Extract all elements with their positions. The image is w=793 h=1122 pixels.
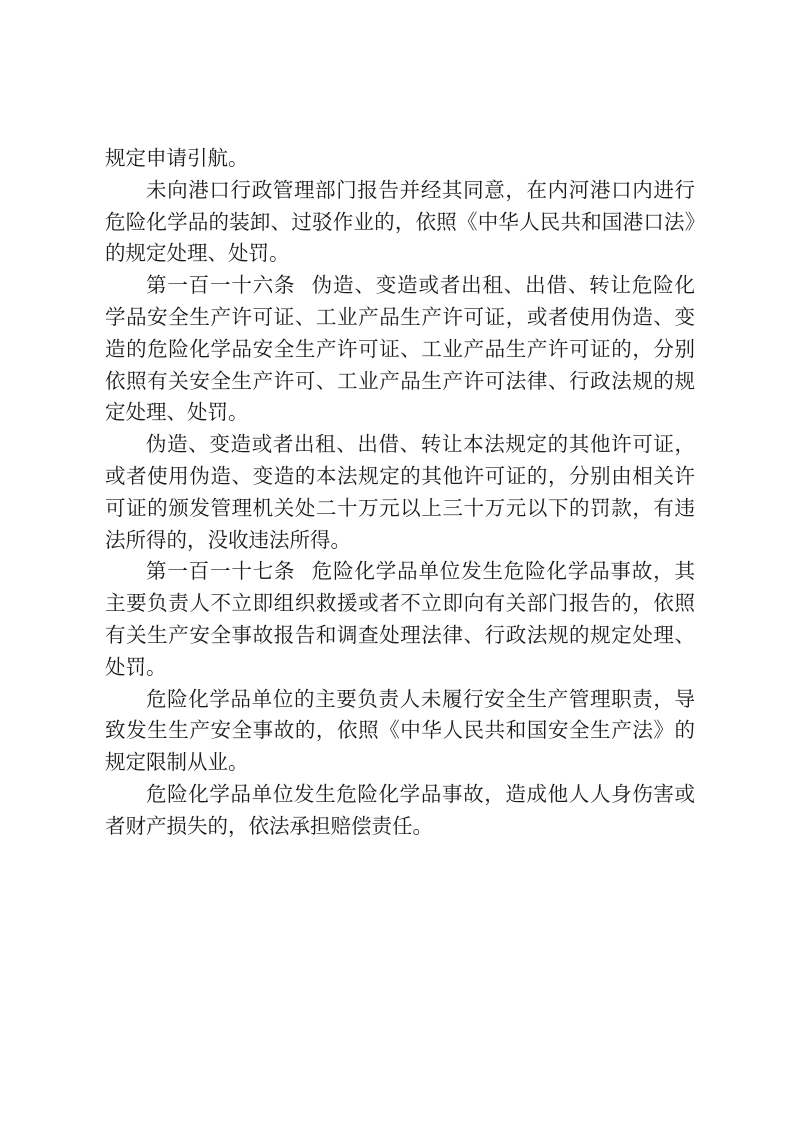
paragraph-text: 规定申请引航。	[105, 146, 249, 170]
article-number: 第一百一十七条	[146, 559, 296, 584]
article-117-paragraph	[105, 556, 695, 683]
paragraph-text: 伪造、变造或者出租、出借、转让危险化学品安全生产许可证、工业产品生产许可证，或者使用伪造、变造的危险化学品安全生产许可证、工业产品生产许可证的，分别依照有关安全生产许可、工业产品生产许可法律、行政法规的规定处理、处罚。	[105, 273, 696, 425]
paragraph-text: 未向港口行政管理部门报告并经其同意，在内河港口内进行危险化学品的装卸、过驳作业的，依照《中华人民共和国港口法》的规定处理、处罚。	[105, 177, 695, 266]
article-116-paragraph	[105, 270, 695, 429]
paragraph-text: 伪造、变造或者出租、出借、转让本法规定的其他许可证，或者使用伪造、变造的本法规定的其他许可证的，分别由相关许可证的颁发管理机关处二十万元以上三十万元以下的罚款，有违法所得的，没收违法所得。	[105, 432, 695, 552]
paragraph-text: 危险化学品单位发生危险化学品事故，造成他人人身伤害或者财产损失的，依法承担赔偿责任。	[105, 781, 695, 838]
paragraph-text: 危险化学品单位发生危险化学品事故，其主要负责人不立即组织救援或者不立即向有关部门报告的，依照有关生产安全事故报告和调查处理法律、行政法规的规定处理、处罚。	[105, 559, 696, 679]
paragraph-text: 危险化学品单位的主要负责人未履行安全生产管理职责，导致发生生产安全事故的，依照《中华人民共和国安全生产法》的规定限制从业。	[105, 686, 695, 775]
paragraph-2	[105, 175, 695, 270]
paragraph-1	[105, 143, 695, 175]
document-body	[105, 143, 695, 843]
paragraph-6	[105, 684, 695, 779]
paragraph-7	[105, 779, 695, 843]
article-number: 第一百一十六条	[146, 273, 296, 298]
paragraph-4	[105, 429, 695, 556]
